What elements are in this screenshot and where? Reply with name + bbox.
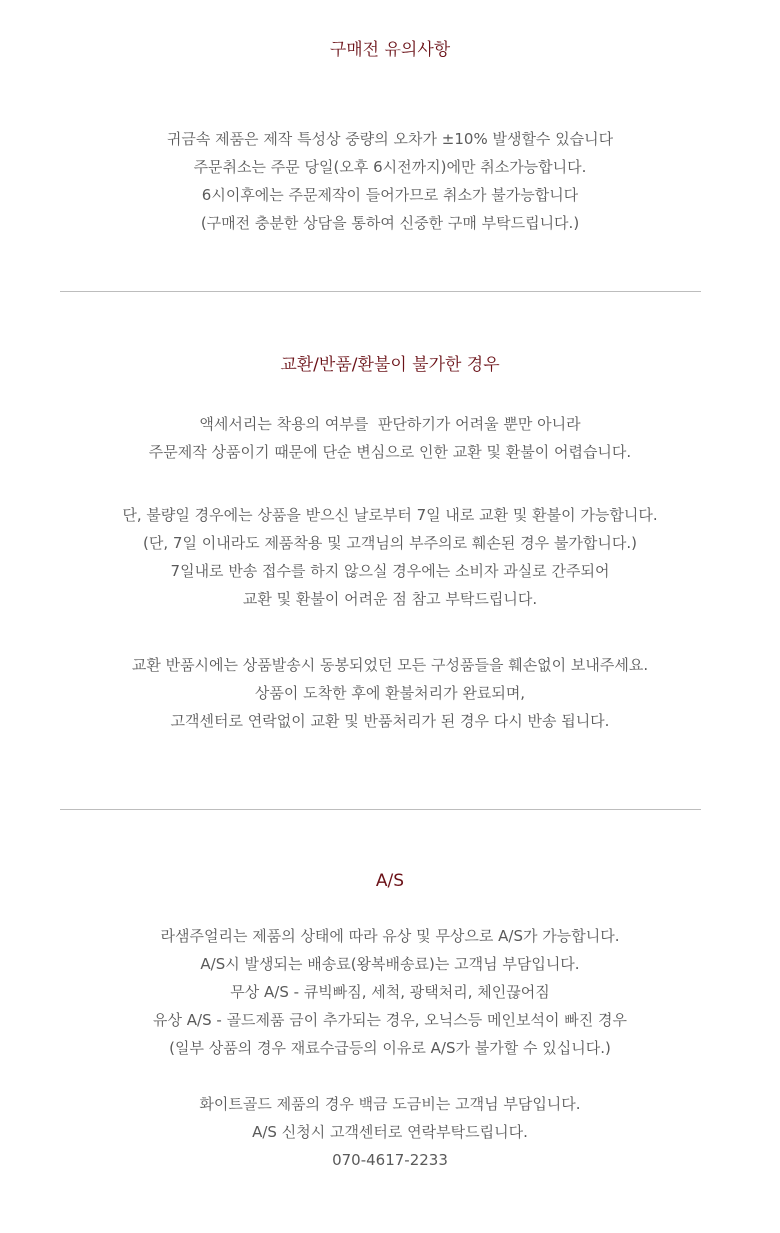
as-line: A/S시 발생되는 배송료(왕복배송료)는 고객님 부담입니다. <box>200 955 580 973</box>
as-line: 유상 A/S - 골드제품 금이 추가되는 경우, 오닉스등 메인보석이 빠진 경우 <box>153 1011 627 1029</box>
exchange-paragraph-2 <box>0 501 780 613</box>
exchange-line: 7일내로 반송 접수를 하지 않으실 경우에는 소비자 과실로 간주되어 <box>170 562 610 580</box>
as-line: 라샘주얼리는 제품의 상태에 따라 유상 및 무상으로 A/S가 가능합니다. <box>160 927 620 945</box>
section-divider <box>60 809 701 810</box>
as-section-header <box>0 869 780 893</box>
as-paragraph-1 <box>0 922 780 1062</box>
as-title: A/S <box>375 871 405 891</box>
notice-line: 귀금속 제품은 제작 특성상 중량의 오차가 ±10% 발생할수 있습니다 <box>166 130 614 148</box>
exchange-title: 교환/반품/환불이 불가한 경우 <box>280 355 500 375</box>
exchange-paragraph-1 <box>0 410 780 466</box>
exchange-line: (단, 7일 이내라도 제품착용 및 고객님의 부주의로 훼손된 경우 불가합니다.) <box>143 534 637 552</box>
as-line: (일부 상품의 경우 재료수급등의 이유로 A/S가 불가할 수 있십니다.) <box>169 1039 611 1057</box>
as-line: 무상 A/S - 큐빅빠짐, 세척, 광택처리, 체인끊어짐 <box>230 983 550 1001</box>
as-paragraph-2 <box>0 1090 780 1174</box>
exchange-line: 단, 불량일 경우에는 상품을 받으신 날로부터 7일 내로 교환 및 환불이 가능합니다. <box>122 506 658 524</box>
exchange-line: 상품이 도착한 후에 환불처리가 완료되며, <box>254 684 526 702</box>
exchange-line: 고객센터로 연락없이 교환 및 반품처리가 된 경우 다시 반송 됩니다. <box>170 712 610 730</box>
as-line: A/S 신청시 고객센터로 연락부탁드립니다. <box>252 1123 528 1141</box>
notice-line: 주문취소는 주문 당일(오후 6시전까지)에만 취소가능합니다. <box>193 158 587 176</box>
exchange-line: 액세서리는 착용의 여부를 판단하기가 어려울 뿐만 아니라 <box>199 415 581 433</box>
section-divider <box>60 291 701 292</box>
exchange-section-header <box>0 353 780 377</box>
exchange-line: 교환 반품시에는 상품발송시 동봉되었던 모든 구성품들을 훼손없이 보내주세요. <box>131 656 649 674</box>
exchange-line: 교환 및 환불이 어려운 점 참고 부탁드립니다. <box>242 590 538 608</box>
notice-body <box>0 125 780 237</box>
as-line: 화이트골드 제품의 경우 백금 도금비는 고객님 부담입니다. <box>199 1095 581 1113</box>
notice-title: 구매전 유의사항 <box>329 40 451 60</box>
notice-line: (구매전 충분한 상담을 통하여 신중한 구매 부탁드립니다.) <box>200 214 580 232</box>
notice-line: 6시이후에는 주문제작이 들어가므로 취소가 불가능합니다 <box>201 186 579 204</box>
notice-section-header <box>0 38 780 62</box>
phone-number: 070-4617-2233 <box>332 1151 448 1169</box>
exchange-paragraph-3 <box>0 651 780 735</box>
exchange-line: 주문제작 상품이기 때문에 단순 변심으로 인한 교환 및 환불이 어렵습니다. <box>148 443 632 461</box>
